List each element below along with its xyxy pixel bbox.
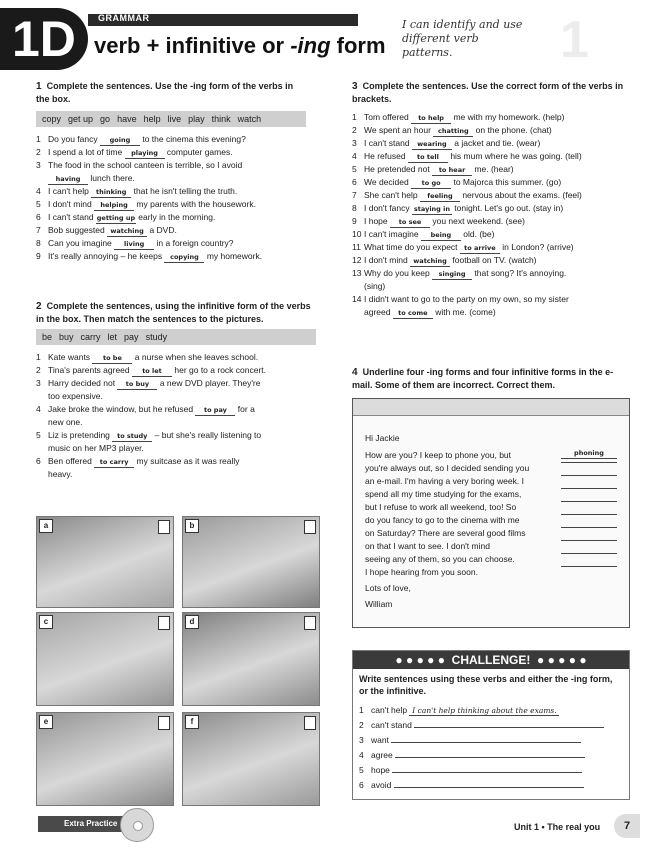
email-line (365, 527, 621, 540)
exercise-line (352, 111, 642, 124)
box-word: have (117, 114, 137, 124)
email-text: I hope hearing from you soon. (365, 567, 478, 577)
exercise-line (36, 468, 316, 481)
item-text: The food in the school canteen is terrible, so I avoid (48, 160, 243, 170)
word-box-2 (36, 329, 316, 345)
correction-blank (561, 514, 617, 515)
exercise-line (352, 124, 642, 137)
item-number: 4 (36, 404, 41, 414)
answer-blank: to be (92, 354, 132, 364)
item-number: 2 (352, 125, 357, 135)
item-text: me. (hear) (472, 164, 514, 174)
item-text: a DVD. (147, 225, 177, 235)
item-text: I spend a lot of time (48, 147, 125, 157)
exercise-3-instruction: 3 Complete the sentences. Use the correct form of the verbs in brackets. (352, 81, 624, 104)
item-number: 8 (352, 203, 357, 213)
exercise-4-instruction: 4 Underline four -ing forms and four infinitive forms in the e-mail. Some of them are incorrect. Correct them. (352, 367, 614, 390)
item-number: 1 (36, 134, 41, 144)
page-title: verb + infinitive or -ing form (94, 33, 386, 58)
answer-blank: singing (432, 270, 472, 280)
item-number: 5 (359, 765, 364, 775)
answer-blank: staying in (413, 205, 450, 213)
email-text: spend all my time studying for the exams, (365, 489, 522, 499)
email-line (365, 462, 621, 475)
challenge-verb: can't help (371, 705, 410, 715)
answer-blank: copying (164, 253, 204, 263)
box-word: get up (68, 114, 94, 124)
item-text: too expensive. (48, 391, 103, 401)
email-text: do you fancy to go to the cinema with me (365, 515, 520, 525)
exercise-line (36, 455, 316, 468)
item-text: Jake broke the window, but he refused (48, 404, 196, 414)
exercise-line (352, 306, 642, 319)
exercise-line (352, 150, 642, 163)
answer-line (414, 727, 604, 728)
item-text: me with my homework. (help) (451, 112, 565, 122)
answer-blank: going (100, 136, 140, 146)
exercise-line (36, 211, 306, 224)
item-text: with me. (come) (432, 307, 496, 317)
challenge-line (359, 733, 623, 748)
item-number: 3 (352, 138, 357, 148)
email-line (365, 488, 621, 501)
item-text: I don't fancy (364, 203, 412, 213)
email-greeting: Hi Jackie (365, 433, 400, 443)
item-text: new one. (48, 417, 83, 427)
challenge-line (359, 763, 623, 778)
answer-line: I can't help thinking about the exams. (409, 706, 559, 716)
challenge-line (359, 718, 623, 733)
exercise-line (36, 429, 316, 442)
item-text: you next weekend. (see) (430, 216, 525, 226)
exercise-line (36, 416, 316, 429)
item-text: to Majorca this summer. (go) (451, 177, 562, 187)
email-text: seeing any of them, so you can choose. (365, 554, 515, 564)
item-text: What time do you expect (364, 242, 460, 252)
item-text: It's really annoying – he keeps (48, 251, 165, 261)
item-text: Bob suggested (48, 225, 108, 235)
answer-blank: to arrive (460, 244, 500, 254)
exercise-line (352, 228, 642, 241)
item-number: 13 (352, 268, 362, 278)
challenge-verb: hope (371, 765, 393, 775)
answer-blank: feeling (420, 192, 460, 202)
exercise-line (352, 241, 642, 254)
item-text: We spent an hour (364, 125, 434, 135)
exercise-1-items (36, 133, 306, 263)
picture-panel (36, 516, 174, 608)
email-line (365, 501, 621, 514)
picture-letter: d (185, 615, 199, 629)
answer-checkbox (158, 716, 170, 730)
item-text: his mum where he was going. (tell) (447, 151, 582, 161)
item-text: football on TV. (watch) (450, 255, 537, 265)
item-text: I can't stand (364, 138, 412, 148)
answer-blank: being (421, 231, 461, 241)
email-text: an e-mail. I'm having a very boring week. I (365, 476, 524, 486)
item-text: I hope (364, 216, 390, 226)
box-word: go (100, 114, 111, 124)
item-text: Tina's parents agreed (48, 365, 132, 375)
item-text: my parents with the housework. (134, 199, 256, 209)
item-number: 4 (352, 151, 357, 161)
email-text: on Saturday? There are several good films (365, 528, 526, 538)
item-text: I don't mind (48, 199, 95, 209)
exercise-4 (352, 366, 632, 391)
answer-blank: to carry (94, 458, 134, 468)
item-number: 3 (359, 735, 364, 745)
item-number: 2 (36, 147, 41, 157)
correction-blank (561, 566, 617, 567)
answer-blank: having (48, 175, 88, 185)
item-number: 5 (36, 199, 41, 209)
item-text: a nurse when she leaves school. (132, 352, 259, 362)
email-line (365, 475, 621, 488)
email-signoff: Lots of love, (365, 583, 411, 593)
exercise-3-items (352, 111, 642, 319)
exercise-line (352, 280, 642, 293)
email-body (353, 416, 629, 611)
exercise-1 (36, 80, 306, 263)
challenge-items (359, 703, 623, 793)
box-word: pay (124, 332, 139, 342)
item-text: Do you fancy (48, 134, 100, 144)
item-number: 11 (352, 242, 361, 252)
exercise-2 (36, 300, 316, 481)
exercise-line (36, 224, 306, 237)
email-line (365, 449, 621, 462)
item-text: nervous about the exams. (feel) (459, 190, 582, 200)
picture-letter: c (39, 615, 53, 629)
item-text: for a (235, 404, 255, 414)
item-text: tonight. Let's go out. (stay in) (451, 203, 564, 213)
challenge-panel (352, 650, 630, 800)
exercise-line (36, 133, 306, 146)
item-number: 6 (359, 780, 364, 790)
exercise-2-items (36, 351, 316, 481)
email-text: How are you? I keep to phone you, but (365, 450, 512, 460)
exercise-1-instruction: 1 Complete the sentences. Use the -ing form of the verbs in the box. (36, 81, 294, 104)
answer-blank: to buy (117, 380, 157, 390)
section-label: GRAMMAR (98, 13, 150, 23)
email-toolbar (353, 399, 629, 416)
item-number: 6 (36, 212, 41, 222)
item-number: 4 (359, 750, 364, 760)
picture-letter: a (39, 519, 53, 533)
item-text: Ben offered (48, 456, 95, 466)
box-word: copy (42, 114, 62, 124)
exercise-line (36, 377, 316, 390)
challenge-line (359, 748, 623, 763)
answer-line (391, 742, 581, 743)
challenge-verb: avoid (371, 780, 394, 790)
correction-blank (561, 501, 617, 502)
answer-blank: to come (393, 309, 433, 319)
challenge-verb: agree (371, 750, 396, 760)
item-number: 3 (36, 160, 41, 170)
answer-checkbox (304, 616, 316, 630)
box-word: think (211, 114, 231, 124)
correction-blank (561, 475, 617, 476)
email-signature: William (365, 599, 393, 609)
challenge-body (353, 669, 629, 797)
extra-practice-badge: Extra Practice (38, 816, 130, 832)
lesson-code: 1D (12, 11, 76, 67)
answer-blank: to hear (432, 166, 472, 176)
item-text: – but she's really listening to (152, 430, 262, 440)
item-text: computer games. (164, 147, 233, 157)
exercise-line (36, 146, 306, 159)
correction-blank: phoning (561, 449, 617, 459)
exercise-line (36, 442, 316, 455)
item-text: my homework. (204, 251, 263, 261)
exercise-line (352, 267, 642, 280)
exercise-line (352, 163, 642, 176)
exercise-2-instruction: 2 Complete the sentences, using the infinitive form of the verbs in the box. Then match the sentences to the pictures. (36, 301, 311, 324)
item-number: 2 (359, 720, 364, 730)
item-number: 1 (352, 112, 357, 122)
picture-panel (36, 712, 174, 806)
answer-blank: wearing (412, 140, 452, 150)
item-text: on the phone. (chat) (473, 125, 552, 135)
exercise-line (352, 202, 642, 215)
challenge-instruction: Write sentences using these verbs and either the -ing form, or the infinitive. (359, 674, 613, 696)
email-text: on that I want to see. I don't mind (365, 541, 490, 551)
answer-checkbox (304, 716, 316, 730)
watermark-letters: 1 (560, 11, 589, 69)
picture-letter: f (185, 715, 199, 729)
correction-blank (561, 488, 617, 489)
exercise-line (36, 351, 316, 364)
item-text: She can't help (364, 190, 420, 200)
exercise-line (36, 237, 306, 250)
item-text: her go to a rock concert. (172, 365, 267, 375)
item-number: 9 (352, 216, 357, 226)
picture-letter: b (185, 519, 199, 533)
answer-blank: chatting (433, 127, 473, 137)
item-text: I don't mind (364, 255, 411, 265)
picture-panel (182, 712, 320, 806)
exercise-line (352, 176, 642, 189)
answer-checkbox (304, 520, 316, 534)
item-number: 1 (359, 705, 364, 715)
answer-blank: getting up (96, 214, 136, 222)
answer-blank: to tell (408, 153, 448, 163)
email-window (352, 398, 630, 628)
item-text: I can't stand (48, 212, 96, 222)
page-number: 7 (614, 814, 640, 838)
exercise-line (36, 364, 316, 377)
box-word: help (143, 114, 161, 124)
item-number: 12 (352, 255, 362, 265)
answer-blank: to study (112, 432, 152, 442)
email-lines (365, 449, 621, 579)
lesson-badge (0, 8, 88, 70)
item-number: 6 (352, 177, 357, 187)
challenge-line (359, 778, 623, 793)
item-number: 5 (36, 430, 41, 440)
email-text: you're always out, so I decided sending you (365, 463, 530, 473)
item-text: We decided (364, 177, 412, 187)
box-word: buy (59, 332, 74, 342)
item-text: my suitcase as it was really (134, 456, 240, 466)
item-text: He refused (364, 151, 408, 161)
answer-checkbox (158, 520, 170, 534)
picture-panel (36, 612, 174, 706)
exercise-line (352, 254, 642, 267)
answer-blank: to help (411, 114, 451, 124)
exercise-line (36, 390, 316, 403)
box-word: play (188, 114, 205, 124)
box-word: let (107, 332, 118, 342)
item-text: that song? It's annoying. (472, 268, 567, 278)
item-text: in London? (arrive) (499, 242, 574, 252)
item-text: that he isn't telling the truth. (131, 186, 238, 196)
challenge-line (359, 703, 623, 718)
exercise-line (36, 198, 306, 211)
item-text: I can't help (48, 186, 92, 196)
unit-label: Unit 1 • The real you (514, 822, 601, 832)
item-text: lunch there. (88, 173, 135, 183)
item-text: I can't imagine (364, 229, 421, 239)
answer-blank: playing (125, 149, 165, 159)
email-line (365, 540, 621, 553)
box-word: study (145, 332, 168, 342)
item-text: He pretended not (364, 164, 433, 174)
box-word: watch (237, 114, 262, 124)
exercise-line (36, 185, 306, 198)
item-text: Tom offered (364, 112, 412, 122)
exercise-line (36, 172, 306, 185)
item-text: agreed (364, 307, 393, 317)
answer-line (392, 772, 582, 773)
item-text: Liz is pretending (48, 430, 113, 440)
exercise-line (352, 137, 642, 150)
exercise-line (36, 159, 306, 172)
item-text: Why do you keep (364, 268, 433, 278)
item-number: 14 (352, 294, 362, 304)
exercise-line (352, 293, 642, 306)
answer-checkbox (158, 616, 170, 630)
learning-objective: I can identify and use different verb patterns. (402, 18, 523, 59)
correction-blank (561, 527, 617, 528)
item-text: I didn't want to go to the party on my own, so my sister (364, 294, 569, 304)
item-text: heavy. (48, 469, 73, 479)
item-text: in a foreign country? (154, 238, 234, 248)
item-text: a new DVD player. They're (157, 378, 261, 388)
box-word: live (167, 114, 182, 124)
box-word: be (42, 332, 53, 342)
item-number: 7 (36, 225, 41, 235)
email-line (365, 514, 621, 527)
exercise-line (36, 250, 306, 263)
item-number: 7 (352, 190, 357, 200)
item-number: 8 (36, 238, 41, 248)
exercise-line (36, 403, 316, 416)
answer-blank: living (114, 240, 154, 250)
item-text: music on her MP3 player. (48, 443, 144, 453)
item-text: to the cinema this evening? (139, 134, 246, 144)
answer-blank: thinking (91, 188, 131, 198)
challenge-verb: can't stand (371, 720, 415, 730)
exercise-line (352, 189, 642, 202)
answer-blank: watching (410, 257, 450, 267)
picture-letter: e (39, 715, 53, 729)
exercise-3 (352, 80, 642, 319)
item-text: (sing) (364, 281, 386, 291)
answer-blank: helping (94, 201, 134, 211)
item-text: a jacket and tie. (wear) (451, 138, 541, 148)
item-text: early in the morning. (135, 212, 216, 222)
challenge-verb: want (371, 735, 392, 745)
item-number: 10 (352, 229, 362, 239)
answer-blank: to go (411, 179, 451, 189)
item-text: Harry decided not (48, 378, 118, 388)
item-number: 5 (352, 164, 357, 174)
exercise-line (352, 215, 642, 228)
cd-icon (120, 808, 154, 842)
item-text: old. (be) (460, 229, 495, 239)
item-number: 6 (36, 456, 41, 466)
word-box-1 (36, 111, 306, 127)
answer-line (394, 787, 584, 788)
item-text: Kate wants (48, 352, 93, 362)
challenge-title: ● ● ● ● ● CHALLENGE! ● ● ● ● ● (353, 651, 629, 669)
answer-blank: to let (132, 367, 172, 377)
item-number: 2 (36, 365, 41, 375)
correction-blank (561, 540, 617, 541)
item-number: 9 (36, 251, 41, 261)
item-number: 1 (36, 352, 41, 362)
answer-blank: to pay (195, 406, 235, 416)
answer-blank: to see (390, 218, 430, 228)
email-line (365, 566, 621, 579)
item-text: Can you imagine (48, 238, 115, 248)
correction-blank (561, 462, 617, 463)
picture-panel (182, 612, 320, 706)
item-number: 3 (36, 378, 41, 388)
correction-blank (561, 553, 617, 554)
answer-line (395, 757, 585, 758)
email-text: but I refuse to work all weekend, too! So (365, 502, 517, 512)
email-line (365, 553, 621, 566)
box-word: carry (80, 332, 101, 342)
item-number: 4 (36, 186, 41, 196)
picture-panel (182, 516, 320, 608)
answer-blank: watching (107, 227, 147, 237)
